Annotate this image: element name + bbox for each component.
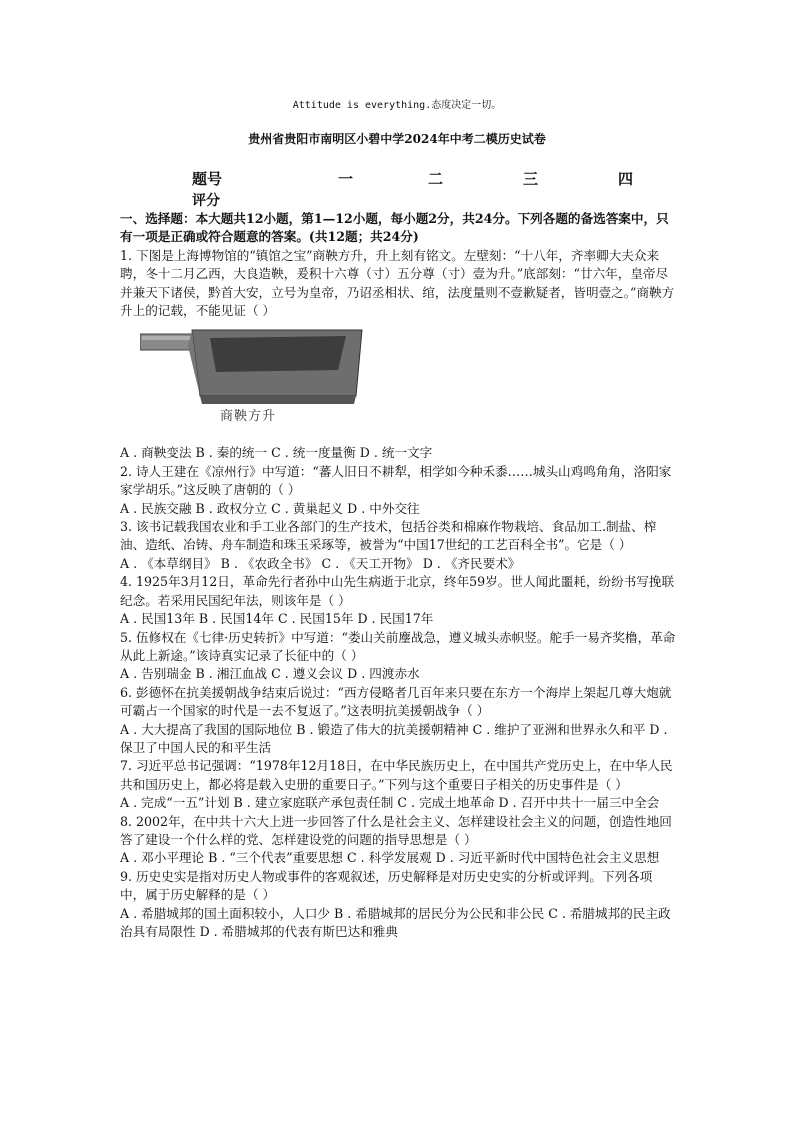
figure-shang-yang-fang-sheng: [120, 320, 676, 444]
question-7-options: A . 完成“一五”计划 B . 建立家庭联产承包责任制 C . 完成土地革命 D . 召开中共十一届三中全会: [120, 795, 660, 811]
question-4-stem: 4. 1925年3月12日，革命先行者孙中山先生病逝于北京，终年59岁。世人闻此噩耗，纷纷书写挽联纪念。若采用民国纪年法，则该年是（ ）: [120, 574, 675, 608]
question-1-options: A . 商鞅变法 B . 秦的统一 C . 统一度量衡 D . 统一文字: [120, 445, 433, 461]
question-5-options: A . 告别瑞金 B . 湘江血战 C . 遵义会议 D . 四渡赤水: [120, 666, 420, 682]
page-motto: Attitude is everything.态度决定一切。: [292, 100, 502, 111]
question-1-stem: 1. 下图是上海博物馆的“镇馆之宝”商鞅方升，升上刻有铭文。左壁刻：“十八年，齐率卿大夫众来聘，冬十二月乙西，大良造鞅，爰积十六尊（寸）五分尊（寸）壹为升。”底部刻：“廿六年，皇帝尽并兼天下诸侯，黔首大安，立号为皇帝，乃诏丞相状、绾，法度量则不壹歉疑者，皆明壹之。”商鞅方升上的记载，不能见证（ ）: [120, 247, 675, 319]
score-row-label: 评分: [192, 193, 220, 209]
question-6-stem: 6. 彭德怀在抗美援朝战争结束后说过：“西方侵略者几百年来只要在东方一个海岸上架起几尊大炮就可霸占一个国家的时代是一去不复返了。”这表明抗美援朝战争（ ）: [120, 684, 672, 719]
score-header-2: 二: [428, 170, 444, 188]
question-2-stem: 2. 诗人王建在《凉州行》中写道：“蕃人旧日不耕犁，相学如今种禾黍……城头山鸡鸣角角，洛阳家家学胡乐。”这反映了唐朝的（ ）: [120, 463, 672, 498]
question-9-stem: 9. 历史史实是指对历史人物或事件的客观叙述，历史解释是对历史史实的分析或评判。下列各项中，属于历史解释的是（ ）: [120, 868, 653, 903]
question-3-stem: 3. 该书记载我国农业和手工业各部门的生产技术，包括谷类和棉麻作物栽培、食品加工.制盐、榨油、造纸、冶铸、舟车制造和珠玉采琢等，被誉为“中国17世纪的工艺百科全书”。它是（ ）: [120, 519, 657, 553]
question-4-options: A . 民国13年 B . 民国14年 C . 民国15年 D . 民国17年: [120, 611, 434, 627]
question-8-options: A . 邓小平理论 B . “三个代表”重要思想 C . 科学发展观 D . 习近平新时代中国特色社会主义思想: [120, 850, 660, 866]
score-header-label: 题号: [192, 170, 223, 188]
question-7-stem: 7. 习近平总书记强调：“1978年12月18日，在中华民族历史上，在中国共产党历史上，在中华人民共和国历史上，都必将是载入史册的重要日子。”下列与这个重要日子相关的历史事件是（ ）: [120, 758, 673, 792]
question-6-options: A . 大大提高了我国的国际地位 B . 锻造了伟大的抗美援朝精神 C . 维护了亚洲和世界永久和平 D . 保卫了中国人民的和平生活: [120, 721, 668, 755]
page-title: 贵州省贵阳市南明区小碧中学2024年中考二模历史试卷: [248, 132, 546, 146]
score-header-1: 一: [338, 170, 354, 188]
exam-content: [120, 210, 676, 941]
question-5-stem: 5. 伍修权在《七律·历史转折》中写道：“娄山关前麈战急，遵义城头赤帜竖。舵手一易齐奖橹，革命从此上新途。”该诗真实记录了长征中的（ ）: [120, 629, 676, 663]
score-header-3: 三: [523, 170, 539, 188]
question-2-options: A . 民族交融 B . 政权分立 C . 黄巢起义 D . 中外交往: [120, 500, 420, 516]
section-heading: 一、选择题：本大题共12小题，第1—12小题，每小题2分，共24分。下列各题的备选答案中，只有一项是正确或符合题意的答案。(共12题；共24分): [120, 211, 669, 245]
question-3-options: A . 《本草纲目》 B . 《农政全书》 C . 《天工开物》 D . 《齐民要术》: [120, 555, 521, 571]
score-header-4: 四: [618, 170, 634, 188]
question-9-options: A . 希腊城邦的国土面积较小，人口少 B . 希腊城邦的居民分为公民和非公民 C . 希腊城邦的民主政治具有局限性 D . 希腊城邦的代表有斯巴达和雅典: [120, 905, 671, 939]
question-8-stem: 8. 2002年，在中共十六大上进一步回答了什么是社会主义、怎样建设社会主义的问题，创造性地回答了建设一个什么样的党、怎样建设党的问题的指导思想是（ ）: [120, 813, 672, 847]
figure-caption: 商鞅方升: [220, 409, 277, 425]
fang-sheng-image: [140, 326, 370, 406]
score-table: [192, 168, 662, 209]
